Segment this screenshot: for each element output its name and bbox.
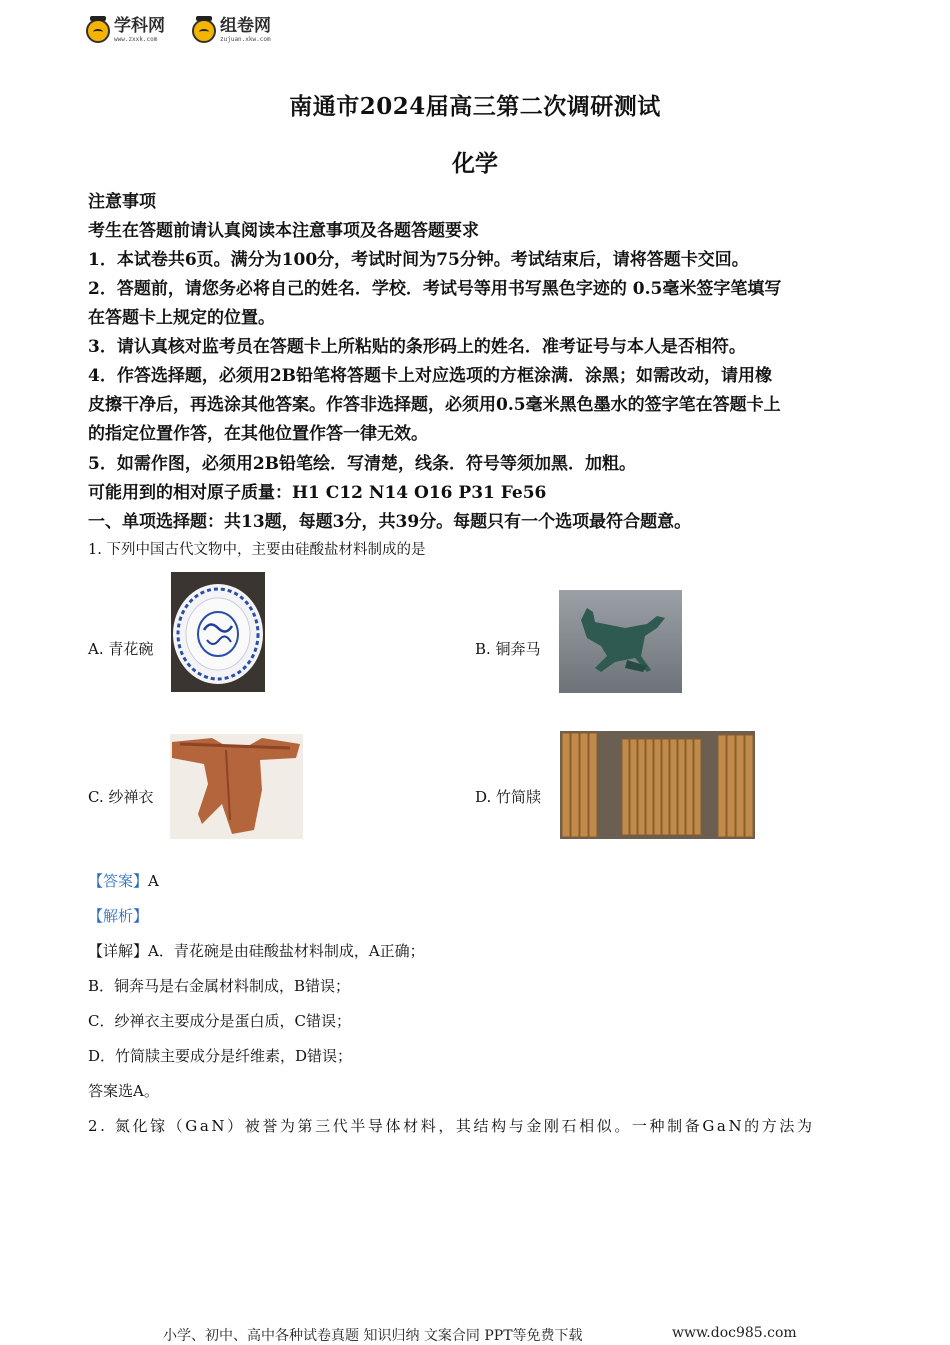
notice-intro: 考生在答题前请认真阅读本注意事项及各题答题要求: [88, 221, 479, 241]
mascot-icon: [192, 19, 216, 43]
logo-name: 学科网: [114, 16, 165, 36]
notice-line-2b: 在答题卡上规定的位置。: [88, 308, 275, 328]
detail-a-row: [88, 940, 425, 961]
option-a-label: A. 青花碗: [88, 640, 154, 658]
analysis-tag: 【解析】: [88, 907, 149, 925]
answer-tag: 【答案】: [88, 872, 149, 890]
detail-d: D．竹简牍主要成分是纤维素，D错误；: [88, 1047, 353, 1065]
option-b-label: B. 铜奔马: [475, 640, 541, 658]
footer-url[interactable]: www.doc985.com: [672, 1325, 797, 1341]
exam-title: 南通市2024届高三第二次调研测试: [289, 93, 661, 120]
detail-tag: 【详解】: [88, 942, 149, 960]
atomic-masses: 可能用到的相对原子质量：H1 C12 N14 O16 P31 Fe56: [88, 483, 547, 503]
logo-url: zujuan.xkw.com: [220, 36, 271, 43]
notice-line-4c: 的指定位置作答，在其他位置作答一律无效。: [88, 424, 428, 444]
bamboo-slips-image: [560, 731, 755, 839]
zujuanwang-logo: [192, 18, 271, 43]
xuekewang-logo: [86, 18, 165, 43]
notice-line-3: 3．请认真核对监考员在答题卡上所粘贴的条形码上的姓名．准考证号与本人是否相符。: [88, 337, 746, 357]
option-d-label: D. 竹简牍: [475, 788, 542, 806]
section-heading: 一、单项选择题：共13题，每题3分，共39分。每题只有一个选项最符合题意。: [88, 512, 692, 532]
detail-b: B．铜奔马是右金属材料制成，B错误；: [88, 977, 351, 995]
question-1-stem: 1. 下列中国古代文物中，主要由硅酸盐材料制成的是: [88, 542, 426, 558]
notice-line-2a: 2．答题前，请您务必将自己的姓名．学校．考试号等用书写黑色字迹的 0.5毫米签字笔填写: [88, 279, 782, 299]
blue-white-bowl-image: [171, 572, 265, 692]
mascot-icon: [86, 19, 110, 43]
notice-line-5: 5．如需作图，必须用2B铅笔绘．写清楚，线条．符号等须加黑．加粗。: [88, 454, 637, 474]
answer-row: [88, 870, 159, 891]
logo-url: www.zxxk.com: [114, 36, 158, 43]
notice-line-4a: 4．作答选择题，必须用2B铅笔将答题卡上对应选项的方框涂满．涂黑；如需改动，请用橡: [88, 366, 773, 386]
subject-title: 化学: [452, 150, 498, 177]
conclusion: 答案选A。: [88, 1082, 159, 1100]
notice-line-4b: 皮擦干净后，再选涂其他答案。作答非选择题，必须用0.5毫米黑色墨水的签字笔在答题卡上: [88, 395, 781, 415]
silk-robe-image: [170, 734, 303, 839]
logo-name: 组卷网: [220, 16, 271, 36]
bronze-horse-image: [559, 590, 682, 693]
option-c-label: C. 纱禅衣: [88, 788, 154, 806]
notice-line-1: 1．本试卷共6页。满分为100分，考试时间为75分钟。考试结束后，请将答题卡交回。: [88, 250, 749, 270]
detail-a: A．青花碗是由硅酸盐材料制成，A正确；: [148, 942, 425, 960]
question-2-stem: 2. 氮化镓（GaN）被誉为第三代半导体材料，其结构与金刚石相似。一种制备GaN的方法为: [88, 1117, 815, 1135]
notice-heading: 注意事项: [88, 192, 156, 212]
footer-text: 小学、初中、高中各种试卷真题 知识归纳 文案合同 PPT等免费下载: [163, 1328, 583, 1344]
detail-c: C．纱禅衣主要成分是蛋白质，C错误；: [88, 1012, 351, 1030]
answer-value: A: [148, 872, 159, 890]
